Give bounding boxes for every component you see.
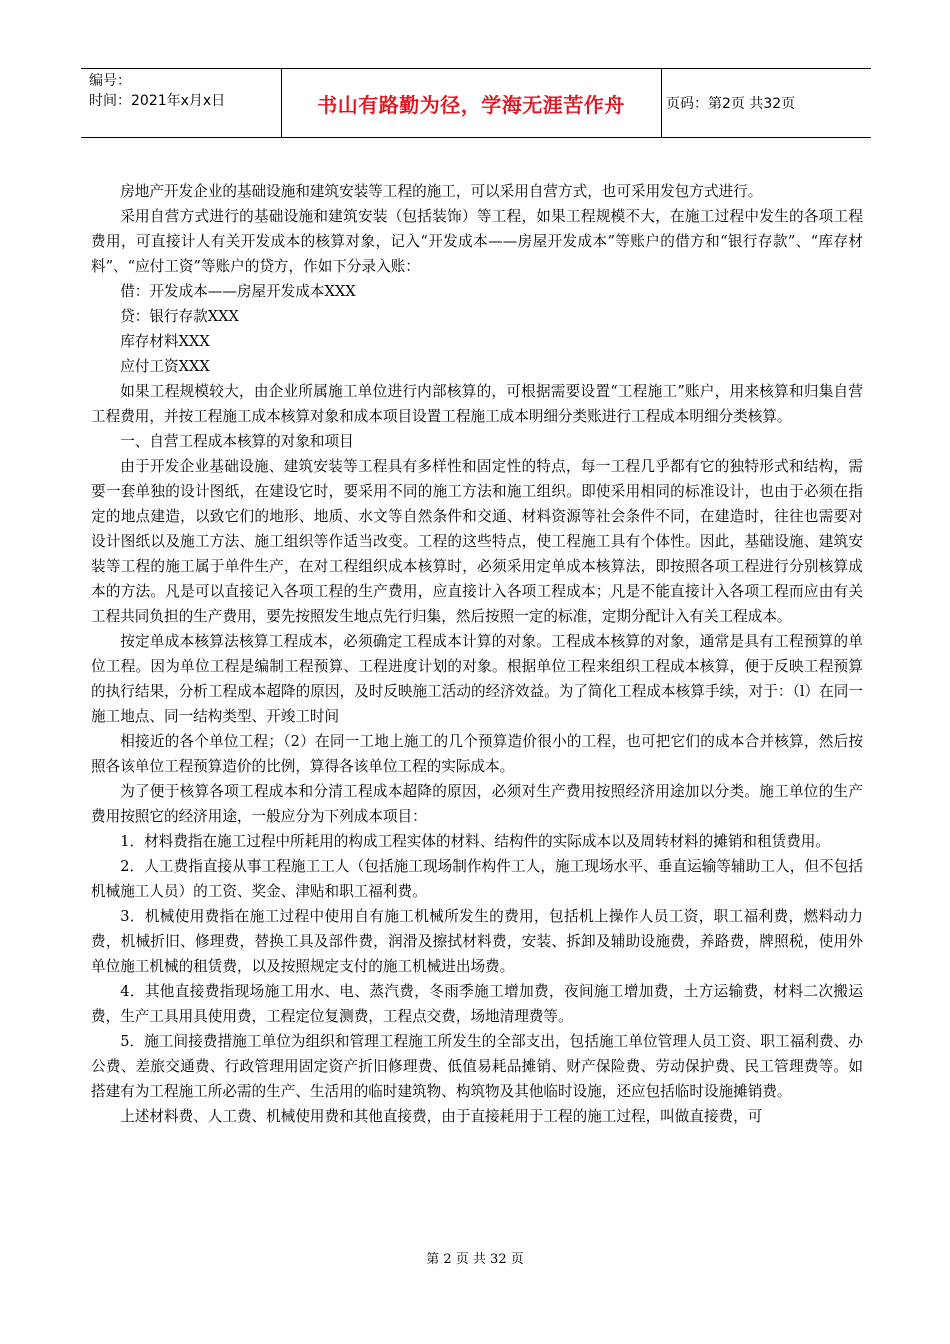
list-item: 5．施工间接费措施工单位为组织和管理工程施工所发生的全部支出，包括施工单位管理人员工资、职工福利费、办公费、差旅交通费、行政管理用固定资产折旧修理费、低值易耗品摊销、财产保险费、劳动保护费、民工管理费等。如搭建有为工程施工所必需的生产、生活用的临时建筑物、构筑物及其他临时设施，还应包括临时设施摊销费。	[91, 1033, 863, 1100]
paragraph: 相接近的各个单位工程；（2）在同一工地上施工的几个预算造价很小的工程，也可把它们的成本合并核算，然后按照各该单位工程预算造价的比例，算得各该单位工程的实际成本。	[91, 733, 863, 775]
list-item: 3．机械使用费指在施工过程中使用自有施工机械所发生的费用，包括机上操作人员工资，职工福利费，燃料动力费，机械折旧、修理费，替换工具及部件费，润滑及擦拭材料费，安装、拆卸及辅助设施费，养路费，牌照税，使用外单位施工机械的租赁费，以及按照规定支付的施工机械进出场费。	[91, 908, 863, 975]
header-meta	[89, 71, 289, 111]
list-item: 4．其他直接费指现场施工用水、电、蒸汽费，冬雨季施工增加费，夜间施工增加费，土方运输费，材料二次搬运费，生产工具用具使用费，工程定位复测费，工程点交费，场地清理费等。	[91, 983, 863, 1025]
entry-credit: 贷：银行存款XXX	[120, 308, 239, 325]
paragraph: 为了便于核算各项工程成本和分清工程成本超降的原因，必须对生产费用按照经济用途加以分类。施工单位的生产费用按照它的经济用途，一般应分为下列成本项目：	[91, 783, 863, 825]
paragraph: 上述材料费、人工费、机械使用费和其他直接费，由于直接耗用于工程的施工过程，叫做直接费，可	[120, 1108, 763, 1125]
document-time: 时间：2021年x月x日	[89, 93, 226, 109]
paragraph: 由于开发企业基础设施、建筑安装等工程具有多样性和固定性的特点，每一工程几乎都有它的独特形式和结构，需要一套单独的设计图纸，在建设它时，要采用不同的施工方法和施工组织。即使采用相同的标准设计，也由于必须在指定的地点建造，以致它们的地形、地质、水文等自然条件和交通、材料资源等社会条件不同，在建造时，往往也需要对设计图纸以及施工方法、施工组织等作适当改变。工程的这些特点，使工程施工具有个体性。因此，基础设施、建筑安装等工程的施工属于单件生产，在对工程组织成本核算时，必须采用定单成本核算法，即按照各项工程进行分别核算成本的方法。凡是可以直接记入各项工程的生产费用，应直接计入各项工程成本；凡是不能直接计入各项工程而应由有关工程共同负担的生产费用，要先按照发生地点先行归集，然后按照一定的标准，定期分配计入有关工程成本。	[91, 458, 863, 625]
paragraph: 房地产开发企业的基础设施和建筑安装等工程的施工，可以采用自营方式，也可采用发包方式进行。	[120, 183, 763, 200]
page-footer: 第 2 页 共 32 页	[426, 1252, 524, 1267]
list-item: 2．人工费指直接从事工程施工工人（包括施工现场制作构件工人，施工现场水平、垂直运输等辅助工人，但不包括机械施工人员）的工资、奖金、津贴和职工福利费。	[91, 858, 863, 900]
paragraph: 采用自营方式进行的基础设施和建筑安装（包括装饰）等工程，如果工程规模不大，在施工过程中发生的各项工程费用，可直接计人有关开发成本的核算对象，记入“开发成本——房屋开发成本”等账户的借方和“银行存款”、“库存材料”、“应付工资”等账户的贷方，作如下分录入账：	[91, 208, 863, 275]
section-heading: 一、自营工程成本核算的对象和项目	[120, 433, 354, 450]
document-number-label: 编号：	[89, 73, 131, 89]
document-body	[91, 179, 863, 1129]
paragraph: 按定单成本核算法核算工程成本，必须确定工程成本计算的对象。工程成本核算的对象，通常是具有工程预算的单位工程。因为单位工程是编制工程预算、工程进度计划的对象。根据单位工程来组织工程成本核算，便于反映工程预算的执行结果，分析工程成本超降的原因，及时反映施工活动的经济效益。为了简化工程成本核算手续，对于：（l）在同一施工地点、同一结构类型、开竣工时间	[91, 633, 863, 725]
entry-credit: 库存材料XXX	[120, 333, 210, 350]
list-item: 1．材料费指在施工过程中所耗用的构成工程实体的材料、结构件的实际成本以及周转材料的摊销和租赁费用。	[120, 833, 830, 850]
page-header	[81, 68, 871, 138]
paragraph: 如果工程规模较大，由企业所属施工单位进行内部核算的，可根据需要设置“工程施工”账户，用来核算和归集自营工程费用，并按工程施工成本核算对象和成本项目设置工程施工成本明细分类账进行工程成本明细分类核算。	[91, 383, 863, 425]
header-motto: 书山有路勤为径，学海无涯苦作舟	[317, 92, 625, 117]
entry-debit: 借：开发成本——房屋开发成本XXX	[120, 283, 356, 300]
header-divider-right	[661, 69, 662, 137]
header-page-info: 页码：第2页 共32页	[666, 96, 796, 112]
entry-credit: 应付工资XXX	[120, 358, 210, 375]
